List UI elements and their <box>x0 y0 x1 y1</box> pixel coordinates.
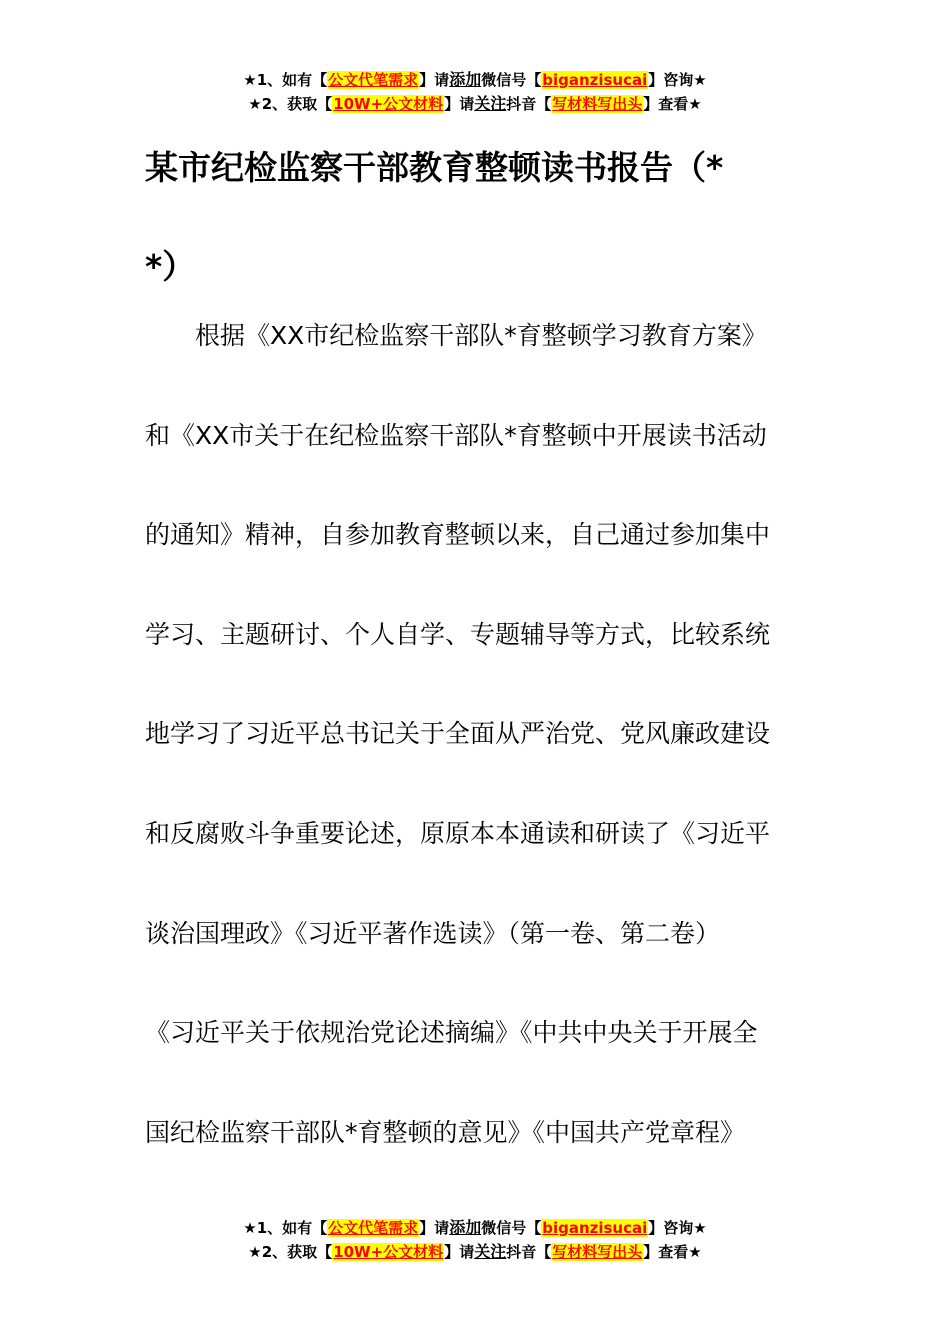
header-banner-line-2 <box>0 92 950 116</box>
banner-text: 】查看★ <box>643 95 702 113</box>
header-banner-line-1 <box>0 68 950 92</box>
highlight-douyin-account: 写材料写出头 <box>552 1243 643 1261</box>
banner-text: 抖音【 <box>506 95 552 113</box>
banner-text: 】咨询★ <box>648 1219 707 1237</box>
banner-text: 抖音【 <box>506 1243 552 1261</box>
highlight-wechat-id: biganzisucai <box>542 1219 648 1237</box>
highlight-wechat-id: biganzisucai <box>542 71 648 89</box>
banner-text: ★1、如有【 <box>243 71 328 89</box>
footer-banner-line-2 <box>0 1240 950 1264</box>
banner-text: 微信号【 <box>481 71 542 89</box>
banner-text: 】请 <box>444 95 475 113</box>
body-line: 地学习了习近平总书记关于全面从严治党、党风廉政建设 <box>145 719 771 749</box>
body-line: 和反腐败斗争重要论述，原原本本通读和研读了《习近平 <box>145 818 771 848</box>
highlight-service: 公文代笔需求 <box>328 71 419 89</box>
document-body <box>145 286 795 1182</box>
underlined-action: 关注 <box>474 94 507 113</box>
body-line: 学习、主题研讨、个人自学、专题辅导等方式，比较系统 <box>145 619 771 649</box>
banner-text: 】查看★ <box>643 1243 702 1261</box>
highlight-materials: 10W+公文材料 <box>333 95 444 113</box>
header-banner <box>0 68 950 116</box>
banner-text: ★2、获取【 <box>248 95 333 113</box>
highlight-materials: 10W+公文材料 <box>333 1243 444 1261</box>
banner-text: 】咨询★ <box>648 71 707 89</box>
banner-text: 】请 <box>419 1219 450 1237</box>
banner-text: 微信号【 <box>481 1219 542 1237</box>
banner-text: 】请 <box>444 1243 475 1261</box>
banner-text: 】请 <box>419 71 450 89</box>
body-line: 《习近平关于依规治党论述摘编》《中共中央关于开展全 <box>145 1018 758 1048</box>
body-line: 谈治国理政》《习近平著作选读》（第一卷、第二卷） <box>145 918 721 948</box>
underlined-action: 添加 <box>449 70 482 89</box>
banner-text: ★1、如有【 <box>243 1219 328 1237</box>
highlight-service: 公文代笔需求 <box>328 1219 419 1237</box>
body-line: 根据《XX市纪检监察干部队*育整顿学习教育方案》 <box>195 321 767 350</box>
underlined-action: 添加 <box>449 1218 482 1237</box>
footer-banner-line-1 <box>0 1216 950 1240</box>
highlight-douyin-account: 写材料写出头 <box>552 95 643 113</box>
body-line: 和《XX市关于在纪检监察干部队*育整顿中开展读书活动 <box>145 420 767 450</box>
banner-text: ★2、获取【 <box>248 1243 333 1261</box>
title-line-1: 某市纪检监察干部教育整顿读书报告（* <box>145 148 724 187</box>
underlined-action: 关注 <box>474 1242 507 1261</box>
body-line: 的通知》精神，自参加教育整顿以来，自己通过参加集中 <box>145 520 771 550</box>
title-line-2: *） <box>145 247 196 286</box>
body-line: 国纪检监察干部队*育整顿的意见》《中国共产党章程》 <box>145 1117 746 1147</box>
footer-banner <box>0 1216 950 1264</box>
